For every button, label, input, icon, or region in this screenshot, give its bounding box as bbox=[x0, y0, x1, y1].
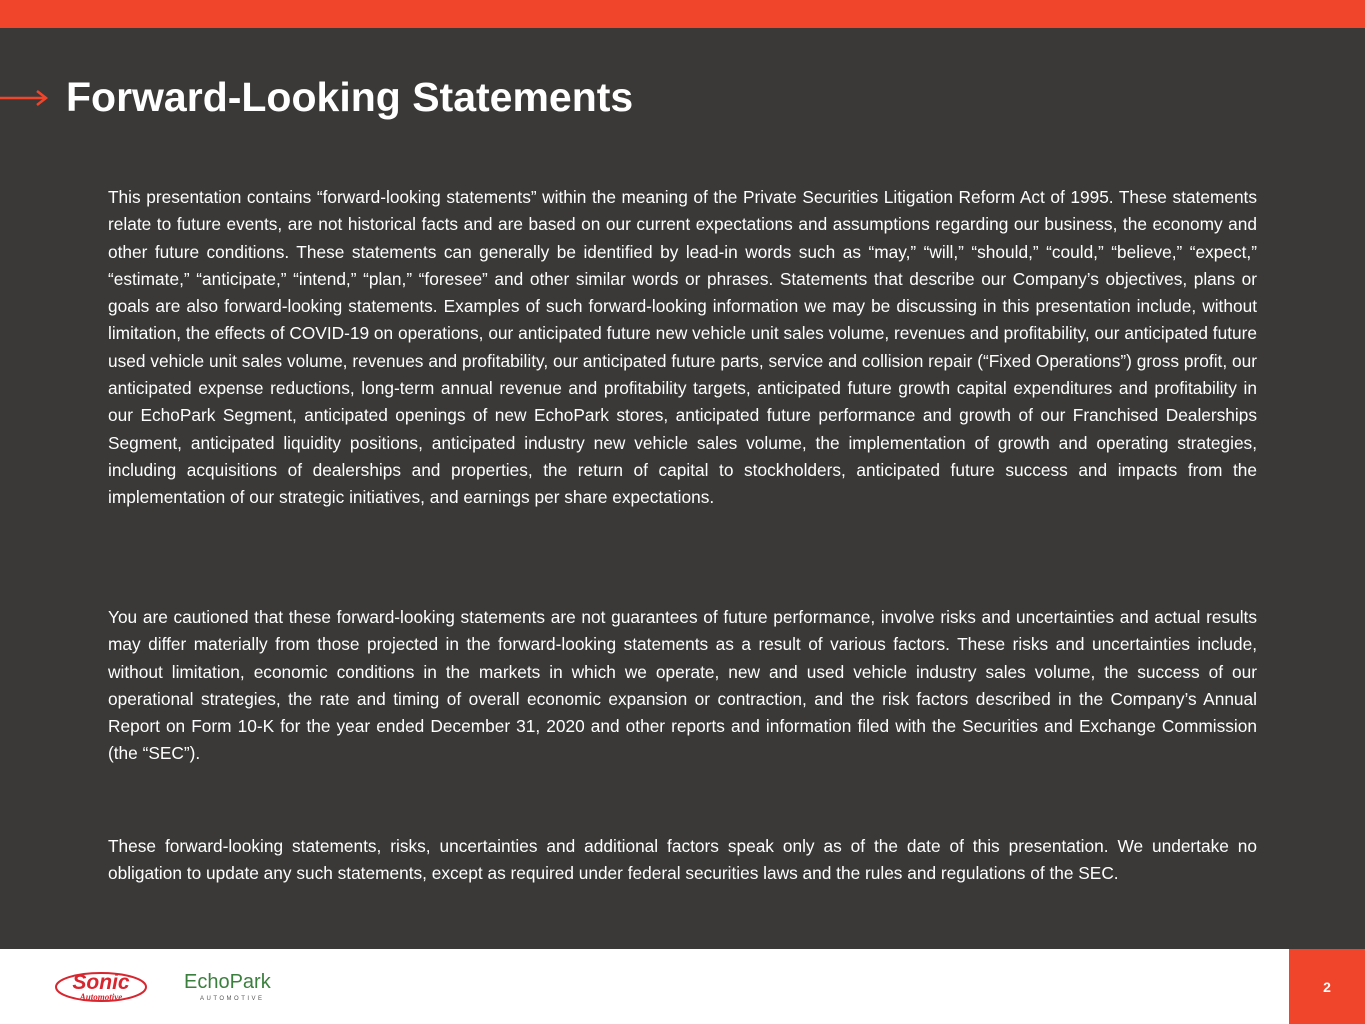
svg-text:Sonic: Sonic bbox=[72, 971, 130, 994]
paragraph-cautionary: You are cautioned that these forward-looking statements are not guarantees of future performance, involve risks and uncertainties and actual results may differ materially from those projected in the forward-looking statements as a result of various factors. These risks and uncertainties include, without limitation, economic conditions in the markets in which we operate, new and used vehicle industry sales volume, the success of our operational strategies, the rate and timing of overall economic expansion or contraction, and the risk factors described in the Company’s Annual Report on Form 10-K for the year ended December 31, 2020 and other reports and information filed with the Securities and Exchange Commission (the “SEC”). bbox=[108, 607, 1257, 764]
paragraph-no-obligation: These forward-looking statements, risks, uncertainties and additional factors speak only as of the date of this presentation. We undertake no obligation to update any such statements, except as required under federal securities laws and the rules and regulations of the SEC. bbox=[108, 836, 1257, 884]
top-accent-bar bbox=[0, 0, 1365, 28]
sonic-automotive-logo bbox=[52, 967, 150, 1005]
paragraph-forward-looking: This presentation contains “forward-looking statements” within the meaning of the Private Securities Litigation Reform Act of 1995. These statements relate to future events, are not historical facts and are based on our current expectations and assumptions regarding our business, the economy and other future conditions. These statements can generally be identified by lead-in words such as “may,” “will,” “should,” “could,” “believe,” “expect,” “estimate,” “anticipate,” “intend,” “plan,” “foresee” and other similar words or phrases. Statements that describe our Company’s objectives, plans or goals are also forward-looking statements. Examples of such forward-looking information we may be discussing in this presentation include, without limitation, the effects of COVID-19 on operations, our anticipated future new vehicle unit sales volume, revenues and profitability, our anticipated future used vehicle unit sales volume, revenues and profitability, our anticipated future parts, service and collision repair (“Fixed Operations”) gross profit, our anticipated expense reductions, long-term annual revenue and profitability targets, anticipated future growth capital expenditures and profitability in our EchoPark Segment, anticipated openings of new EchoPark stores, anticipated future performance and growth of our Franchised Dealerships Segment, anticipated liquidity positions, anticipated industry new vehicle sales volume, the implementation of growth and operating strategies, including acquisitions of dealerships and properties, the return of capital to stockholders, anticipated future success and impacts from the implementation of our strategic initiatives, and earnings per share expectations. bbox=[108, 187, 1257, 508]
echopark-automotive-logo bbox=[182, 965, 278, 1005]
page-number: 2 bbox=[1323, 978, 1331, 995]
page-number-box bbox=[1289, 949, 1365, 1024]
svg-text:Automotive: Automotive bbox=[79, 992, 123, 1002]
svg-text:EchoPark: EchoPark bbox=[184, 971, 271, 993]
slide-title: Forward-Looking Statements bbox=[66, 74, 634, 120]
svg-text:AUTOMOTIVE: AUTOMOTIVE bbox=[200, 996, 265, 1002]
right-arrow-icon bbox=[0, 90, 50, 106]
footer bbox=[0, 949, 1365, 1024]
